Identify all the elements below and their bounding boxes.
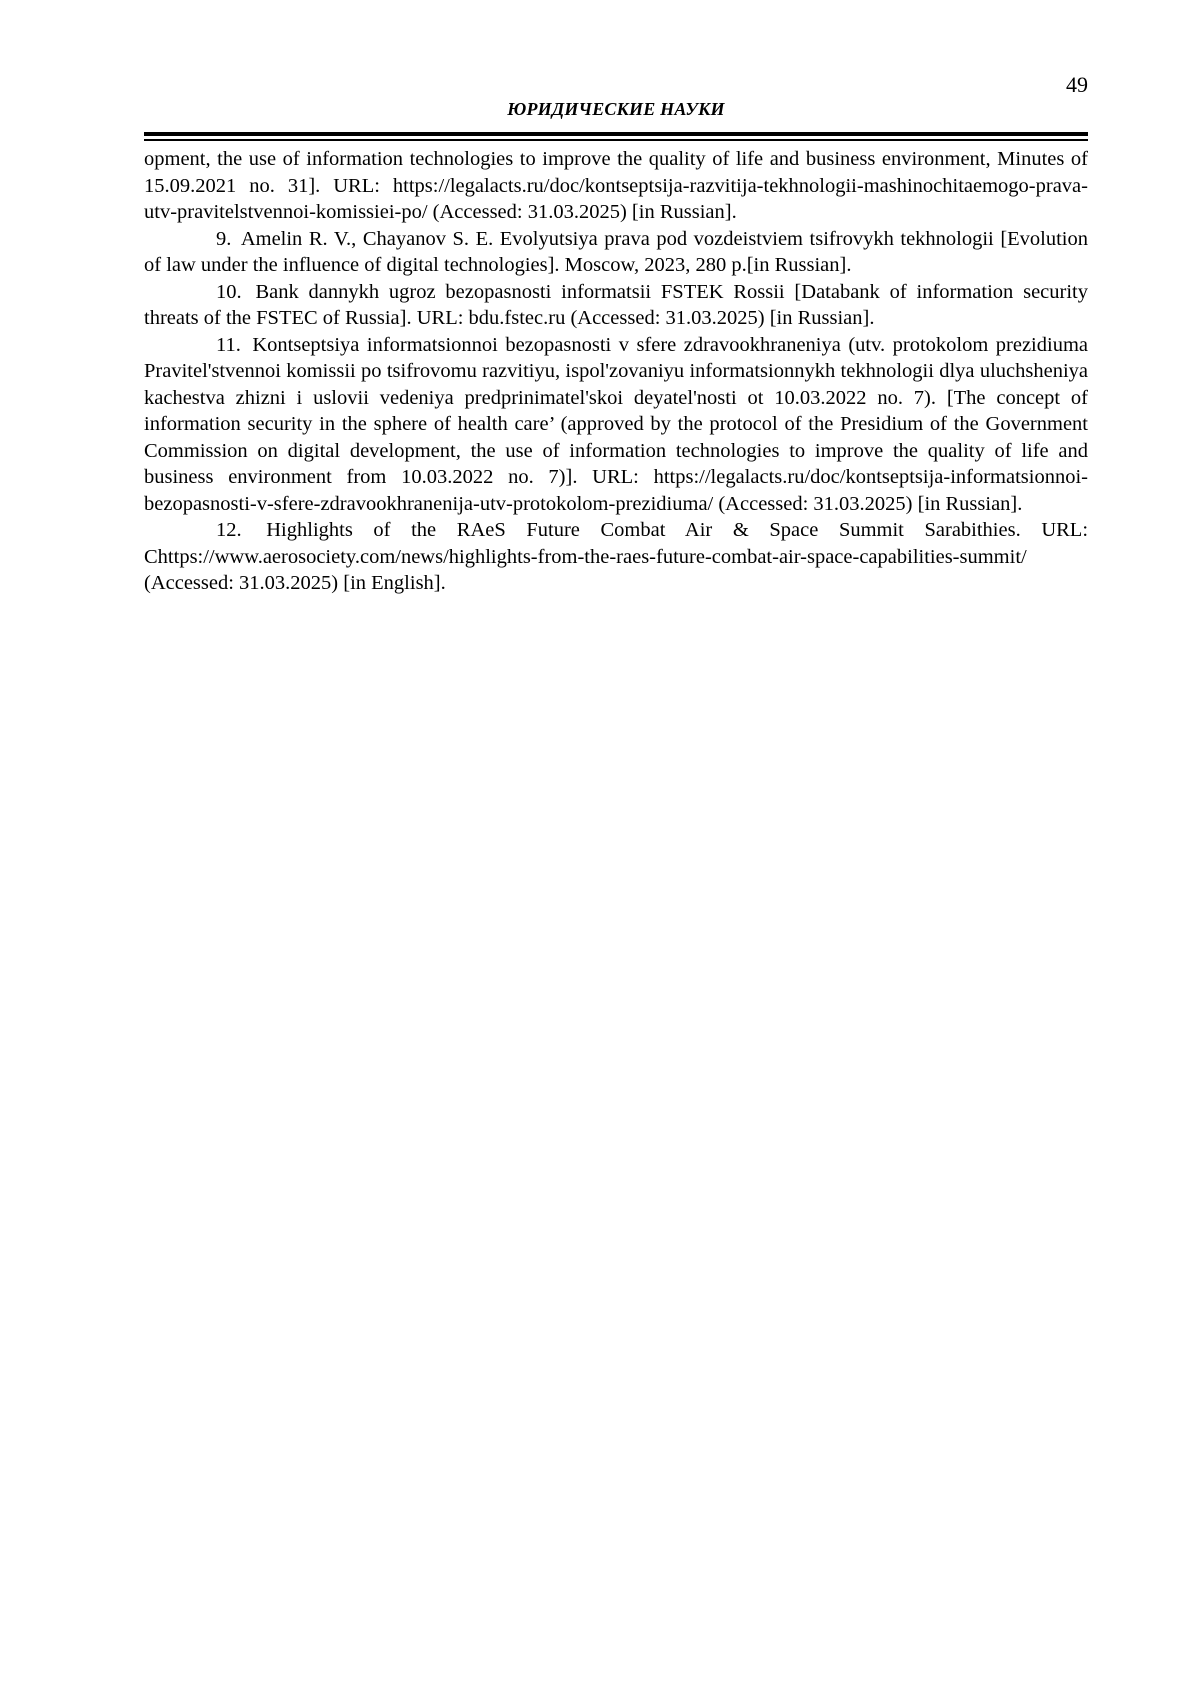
reference-item-10: [144, 279, 1088, 332]
running-head-title: ЮРИДИЧЕСКИЕ НАУКИ: [507, 99, 725, 119]
reference-number: 10.: [216, 280, 242, 303]
reference-text: Bank dannykh ugroz bezopasnosti informatsii FSTEK Rossii [Databank of information security threats of the FSTEC of Russia]. URL: bdu.fstec.ru (Accessed: 31.03.2025) [in Russian].: [144, 280, 1088, 329]
reference-number: 11.: [216, 333, 241, 356]
header-rule-thin: [144, 139, 1088, 141]
reference-text: Kontseptsiya informatsionnoi bezopasnosti v sfere zdravookhraneniya (utv. protokolom prezidiuma Pravitel'stvennoi komissii po tsifrovomu razvitiyu, ispol'zovaniyu informatsionnykh tekhnologii dlya uluchsheniya kachestva zhizni i uslovii vedeniya predprinimatel'skoi deyatel'nosti ot 10.03.2022 no. 7). [The concept of information security in the sphere of health care’ (approved by the protocol of the Presidium of the Government Commission on digital development, the use of information technologies to improve the quality of life and business environment from 10.03.2022 no. 7)]. URL: https://legalacts.ru/doc/kontseptsija-informatsionnoi-bezopasnosti-v-sfere-zdravookhranenija-utv-protokolom-prezidiuma/ (Accessed: 31.03.2025) [in Russian].: [144, 333, 1088, 515]
header-rule-thick: [144, 132, 1088, 136]
reference-item-11: [144, 332, 1088, 518]
page-number: 49: [1066, 72, 1088, 97]
reference-text: Amelin R. V., Chayanov S. E. Evolyutsiya prava pod vozdeistviem tsifrovykh tekhnologii [Evolution of law under the influence of digital technologies]. Moscow, 2023, 280 p.[in Russian].: [144, 227, 1088, 276]
reference-number: 12.: [216, 519, 242, 541]
reference-item-12: [144, 517, 1088, 597]
reference-item-9: [144, 226, 1088, 279]
reference-list: [144, 146, 1088, 597]
reference-text: Highlights of the RAeS Future Combat Air & Space Summit Sarabithies. URL: Chttps://www.aerosociety.com/news/highlights-from-the-raes-future-combat-air-space-capabilities-summit/ (Accessed: 31.03.2025) [in English].: [144, 519, 1089, 594]
reference-continuation: opment, the use of information technologies to improve the quality of life and business environment, Minutes of 15.09.2021 no. 31]. URL: https://legalacts.ru/doc/kontseptsija-razvitija-tekhnologii-mashinochitaemogo-prava-utv-pravitelstvennoi-komissiei-po/ (Accessed: 31.03.2025) [in Russian].: [144, 148, 1088, 223]
reference-number: 9.: [216, 227, 232, 250]
